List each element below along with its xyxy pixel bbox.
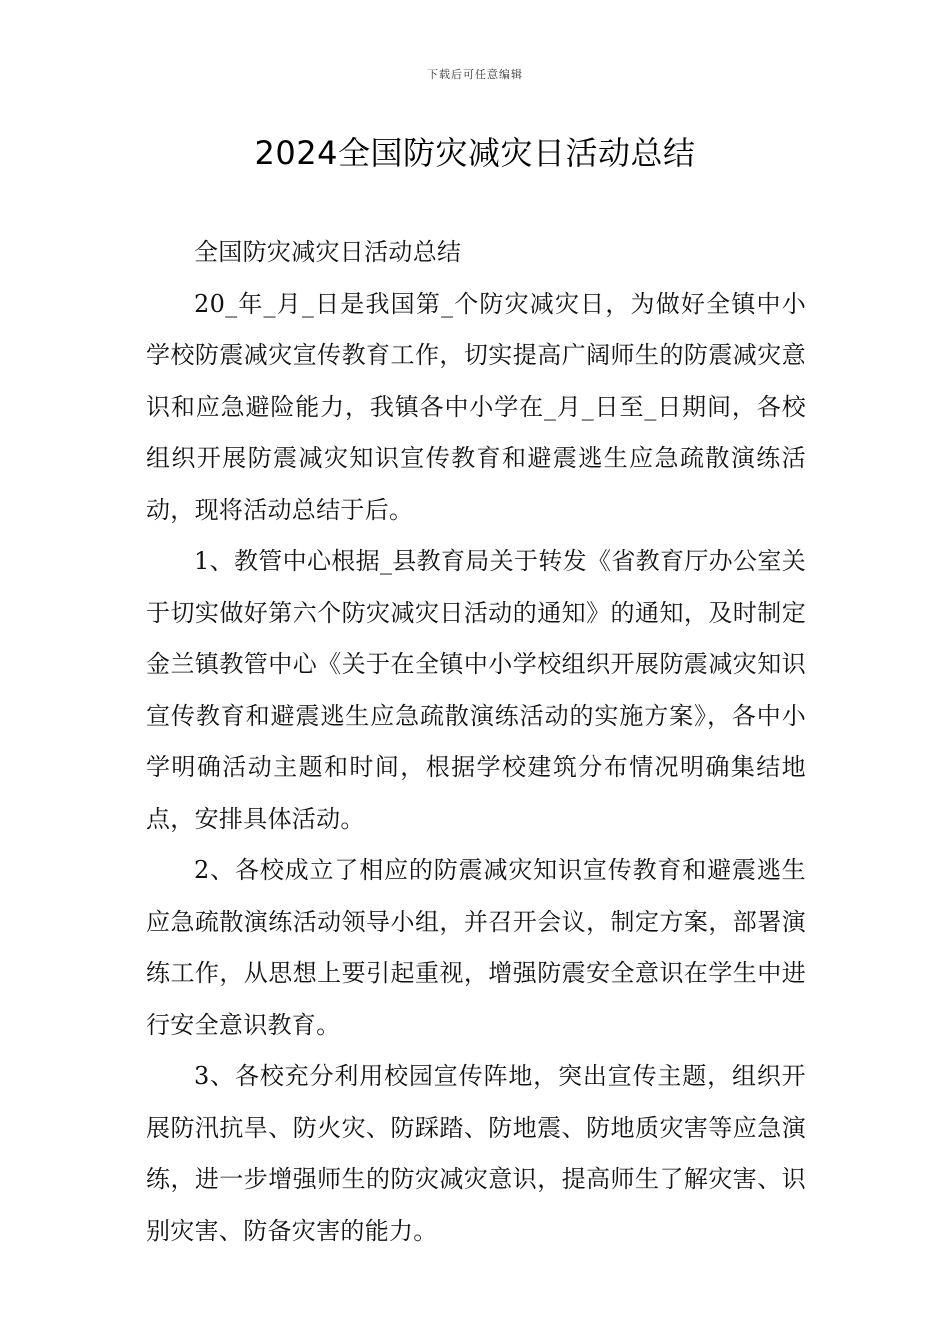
- document-title: 2024全国防灾减灾日活动总结: [254, 134, 696, 172]
- paragraph-item-1: 1、教管中心根据_县教育局关于转发《省教育厅办公室关于切实做好第六个防灾减灾日活动的通知》的通知，及时制定金兰镇教管中心《关于在全镇中小学校组织开展防震减灾知识宣传教育和避震逃生应急疏散演练活动的实施方案》，各中小学明确活动主题和时间，根据学校建筑分布情况明确集结地点，安排具体活动。: [146, 547, 806, 833]
- paragraph-item-3: 3、各校充分利用校园宣传阵地，突出宣传主题，组织开展防汛抗旱、防火灾、防踩踏、防地震、防地质灾害等应急演练，进一步增强师生的防灾减灾意识，提高师生了解灾害、识别灾害、防备灾害的能力。: [146, 1062, 806, 1245]
- paragraph-intro: 20_年_月_日是我国第_个防灾减灾日，为做好全镇中小学校防震减灾宣传教育工作，切实提高广阔师生的防震减灾意识和应急避险能力，我镇各中小学在_月_日至_日期间，各校组织开展防震减灾知识宣传教育和避震逃生应急疏散演练活动，现将活动总结于后。: [146, 289, 806, 524]
- paragraph-item-2: 2、各校成立了相应的防震减灾知识宣传教育和避震逃生应急疏散演练活动领导小组，并召开会议，制定方案，部署演练工作，从思想上要引起重视，增强防震安全意识在学生中进行安全意识教育。: [146, 856, 806, 1039]
- header-note: 下载后可任意编辑: [427, 68, 523, 81]
- document-body: [146, 227, 806, 1257]
- paragraph-subtitle: 全国防灾减灾日活动总结: [194, 238, 462, 266]
